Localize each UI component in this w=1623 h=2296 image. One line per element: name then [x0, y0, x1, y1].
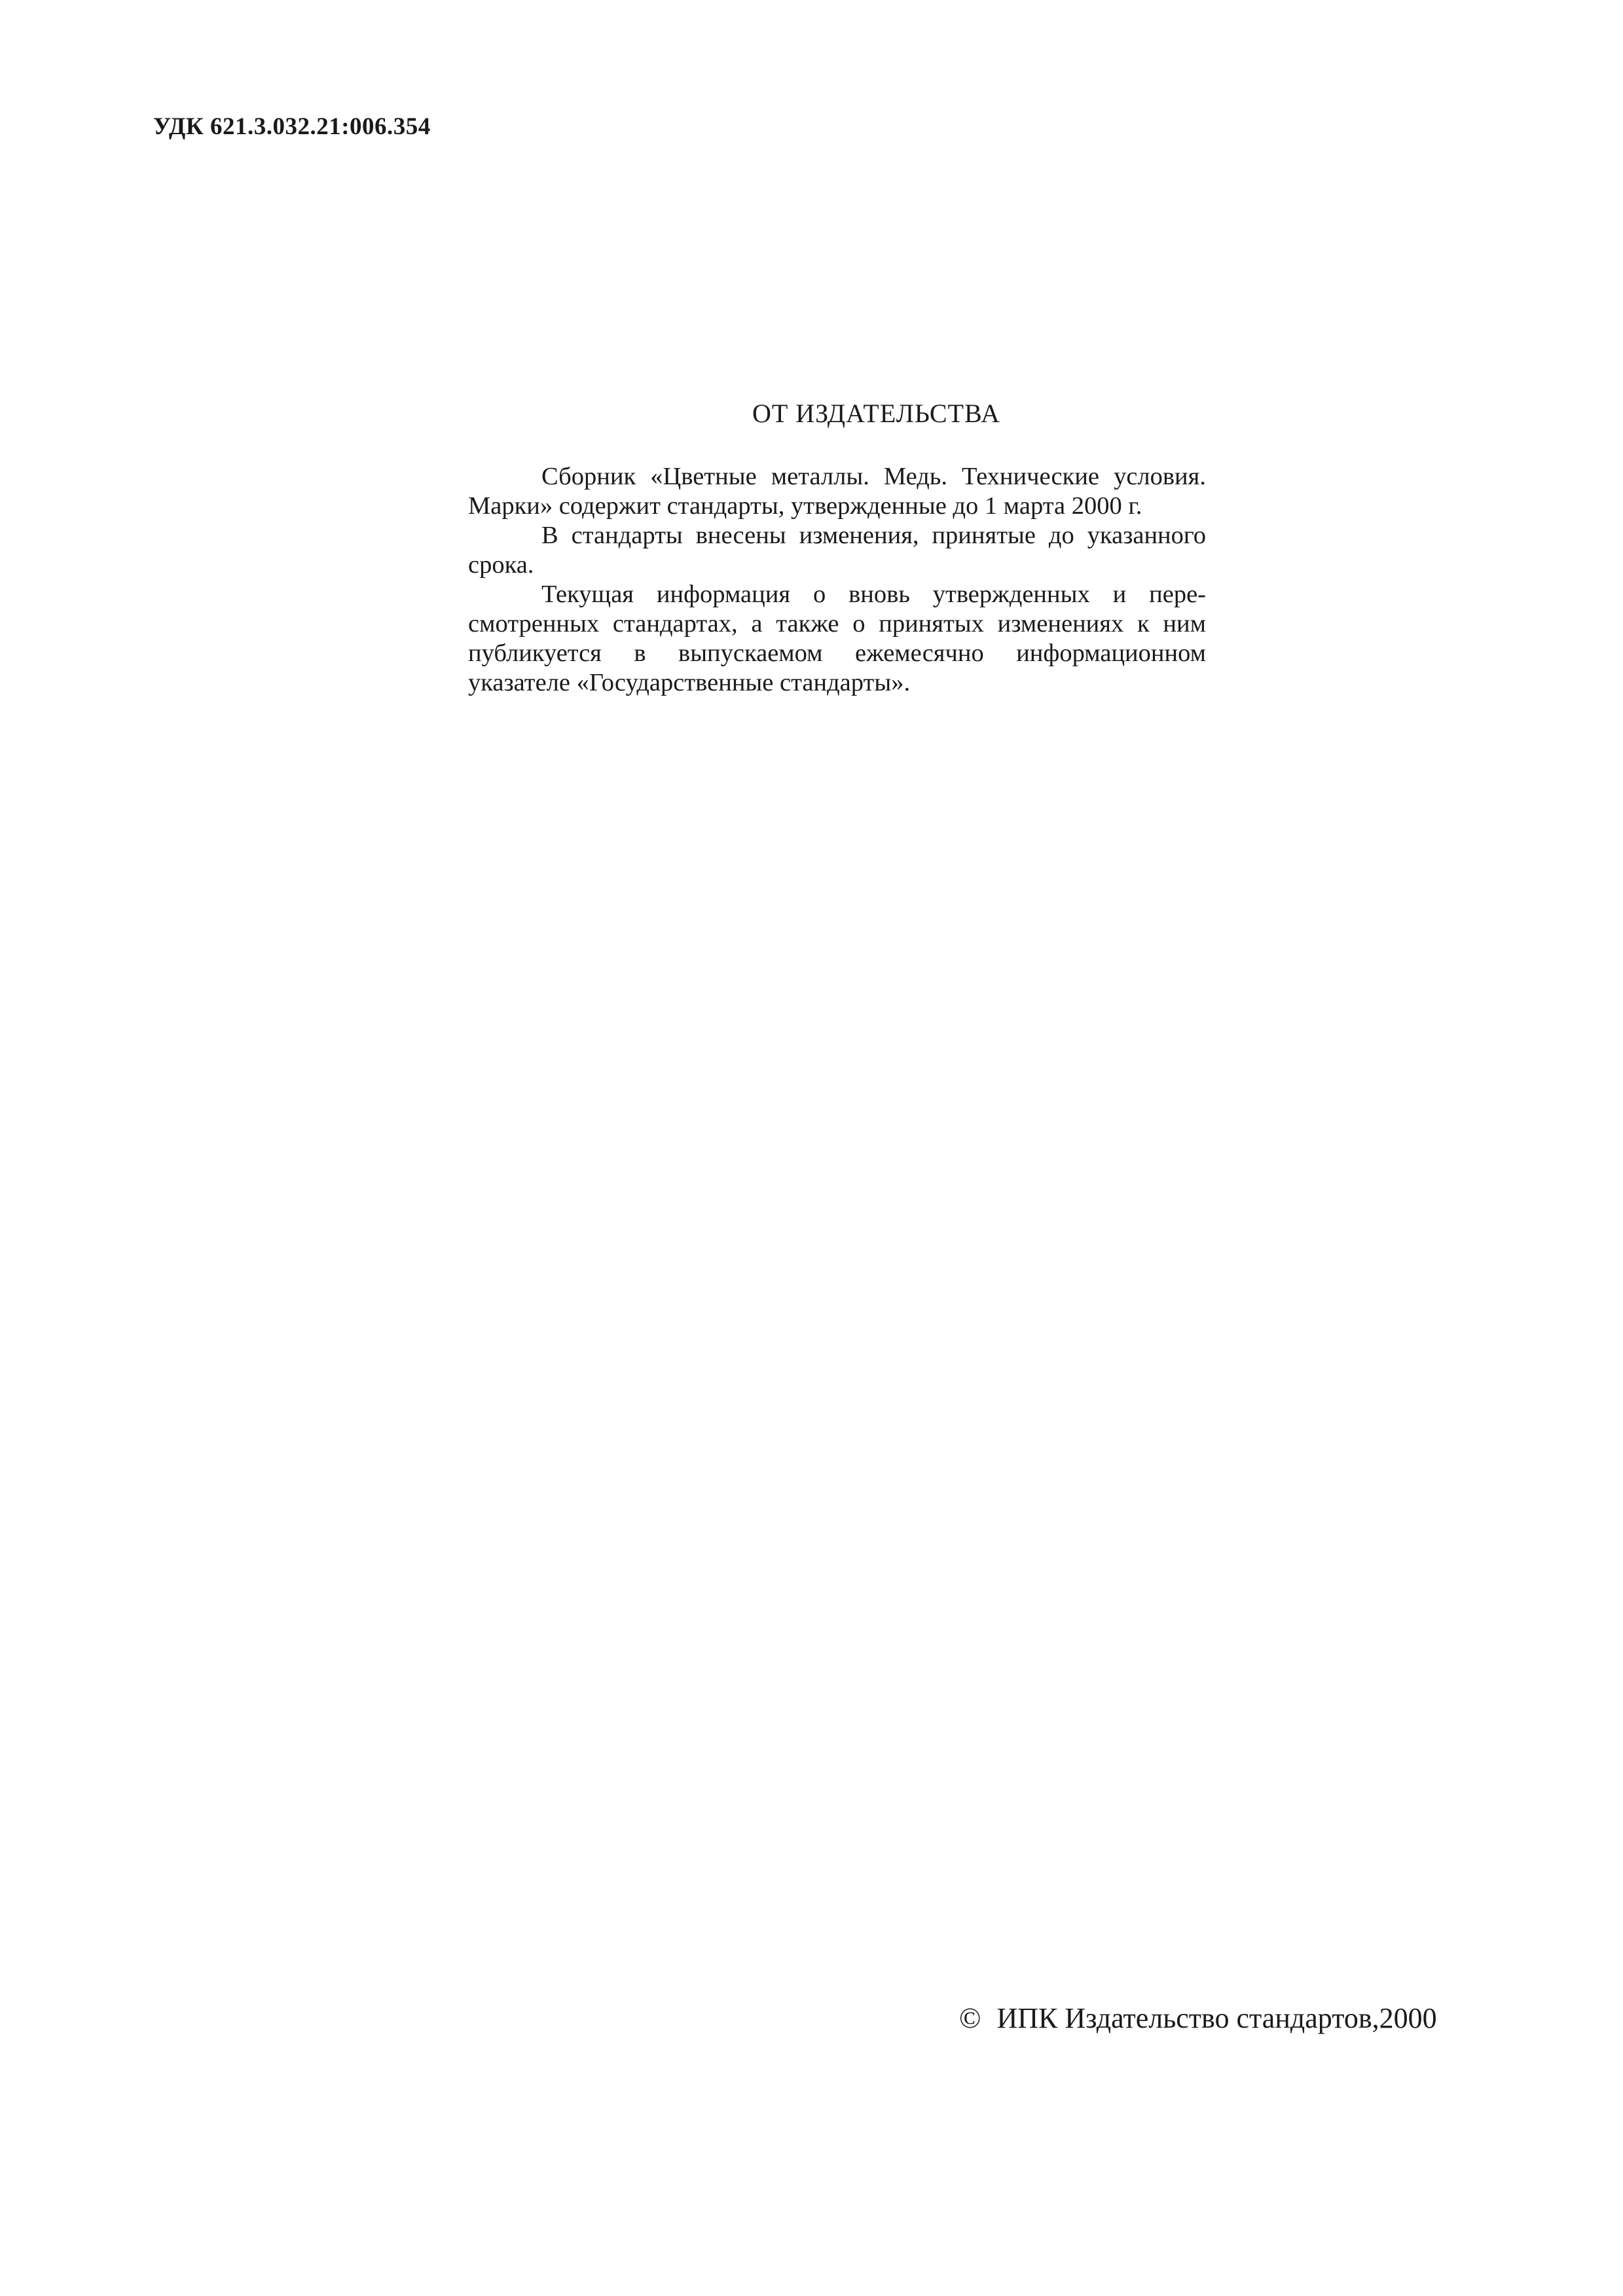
copyright-text: ИПК Издательство стандартов,2000 [996, 2002, 1437, 2034]
udk-code: УДК 621.3.032.21:006.354 [153, 113, 431, 140]
copyright-icon: © [959, 2002, 981, 2034]
paragraph-current-info: Текущая информация о вновь утвержденных и пересмотренных стандартах, а также о принятых изменениях к ним публикуется в выпускаемом ежемесячно информационном указателе «Государственные стандарты». [468, 581, 1206, 696]
publisher-note [468, 398, 1206, 698]
section-heading: ОТ ИЗДАТЕЛЬСТВА [752, 399, 1001, 428]
copyright-line [959, 2001, 1437, 2035]
paragraph-changes: В стандарты внесены изменения, принятые до указанного срока. [468, 522, 1206, 579]
paragraph-collection: Сборник «Цветные металлы. Медь. Технические условия. Марки» содержит стандарты, утвержденные до 1 марта 2000 г. [468, 463, 1206, 520]
